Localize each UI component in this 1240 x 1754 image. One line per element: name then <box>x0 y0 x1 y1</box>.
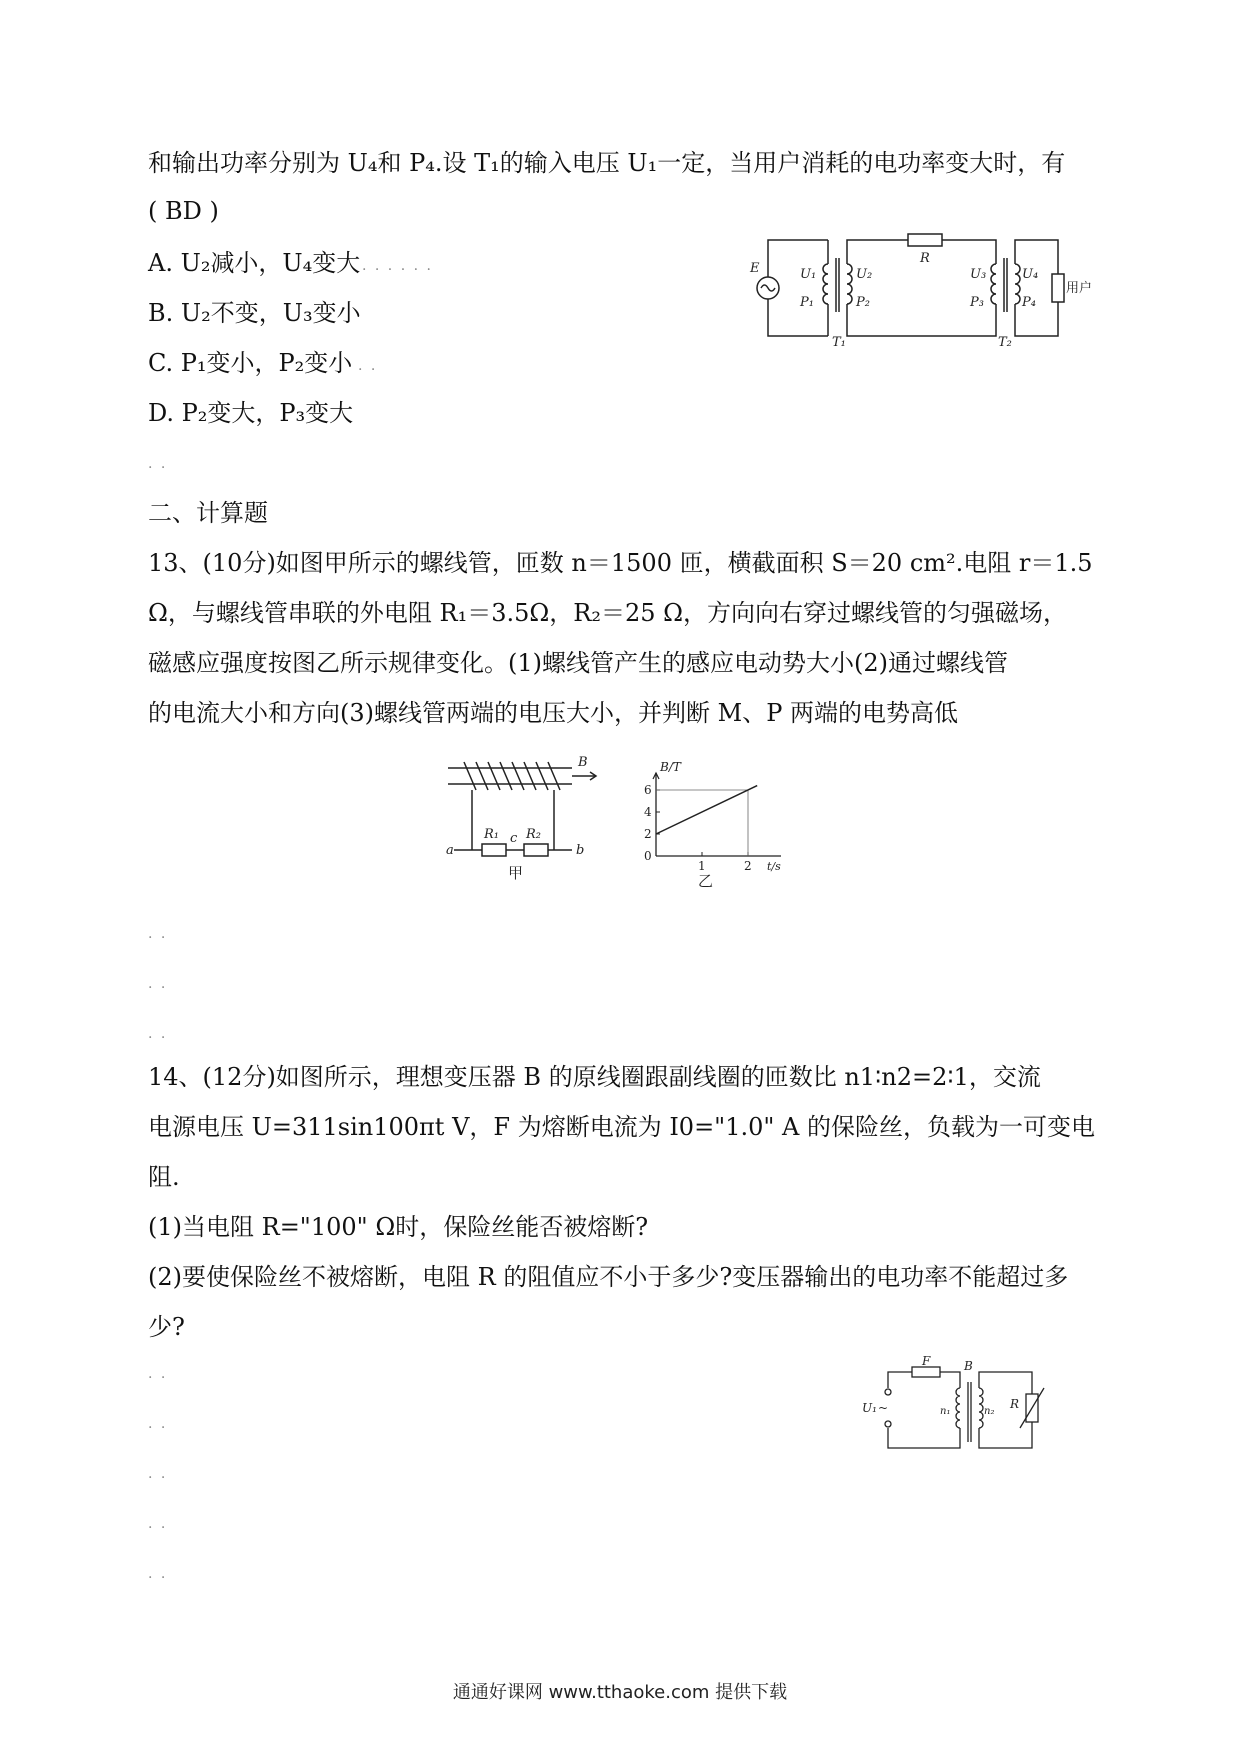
q14-line-4: (1)当电阻 R="100" Ω时，保险丝能否被熔断? <box>148 1213 649 1241</box>
y-axis-label: B/T <box>660 760 681 774</box>
q13-line-4: 的电流大小和方向(3)螺线管两端的电压大小，并判断 M、P 两端的电势高低 <box>148 699 958 727</box>
x-tick-label: 1 <box>698 859 706 873</box>
label-u2: U₂ <box>856 267 873 282</box>
label-u3: U₃ <box>970 267 987 282</box>
label-p4: P₄ <box>1022 295 1036 310</box>
q12-stem-line: 和输出功率分别为 U₄和 P₄.设 T₁的输入电压 U₁一定，当用户消耗的电功率变大时，有 <box>148 149 1066 177</box>
label-b: b <box>576 843 585 858</box>
label-n1: n₁ <box>940 1406 951 1417</box>
footer-source: 通通好课网 www.tthaoke.com 提供下载 <box>452 1682 788 1703</box>
filler-dots-1: . . <box>148 456 168 472</box>
label-b-field: B <box>578 755 588 770</box>
q13-line-1: 13、(10分)如图甲所示的螺线管，匝数 n＝1500 匝，横截面积 S＝20 cm².电阻 r＝1.5 <box>148 549 1093 577</box>
label-t1: T₁ <box>832 335 846 350</box>
label-r1: R₁ <box>484 827 499 842</box>
q13-line-2: Ω，与螺线管串联的外电阻 R₁＝3.5Ω，R₂＝25 Ω，方向向右穿过螺线管的匀强磁场， <box>148 599 1068 627</box>
label-p1: P₁ <box>800 295 814 310</box>
label-c: c <box>510 831 518 846</box>
q14-line-1: 14、(12分)如图所示，理想变压器 B 的原线圈跟副线圈的匝数比 n1∶n2=2∶1，交流 <box>148 1063 1041 1091</box>
filler-dots-9: . . <box>148 1566 168 1582</box>
series-line <box>656 786 757 834</box>
label-b-transformer: B <box>964 1359 973 1373</box>
filler-dots-4: . . <box>148 1026 168 1042</box>
y-tick-label: 4 <box>644 805 652 819</box>
q12-option-b: B. U₂不变，U₃变小 <box>148 299 361 327</box>
label-f: F <box>922 1354 931 1368</box>
label-p3: P₃ <box>970 295 984 310</box>
label-u1-source: U₁ <box>862 1401 877 1415</box>
q12-dots-c: . . <box>358 358 378 374</box>
y-tick-label: 2 <box>644 827 652 841</box>
q14-line-5: (2)要使保险丝不被熔断，电阻 R 的阻值应不小于多少?变压器输出的电功率不能超过多 <box>148 1263 1069 1291</box>
label-r: R <box>920 251 930 266</box>
q14-fuse-transformer-diagram <box>860 1354 1060 1458</box>
label-u1: U₁ <box>800 267 817 282</box>
label-user: 用户 <box>1066 281 1093 296</box>
caption-jia: 甲 <box>508 864 524 882</box>
label-r2: R₂ <box>526 827 541 842</box>
x-axis-label: t/s <box>767 860 781 873</box>
label-ac-tilde: ~ <box>878 1401 889 1415</box>
q14-line-6: 少? <box>148 1313 185 1341</box>
q12-option-d: D. P₂变大，P₃变大 <box>148 399 354 427</box>
q12-dots-a: . . . . . . <box>362 258 433 274</box>
q14-line-3: 阻. <box>148 1163 180 1191</box>
label-n2: n₂ <box>984 1406 995 1417</box>
q12-transformer-diagram <box>748 228 1093 350</box>
y-tick-label: 6 <box>644 783 652 797</box>
section-title: 二、计算题 <box>148 499 268 527</box>
label-e: E <box>750 261 760 276</box>
label-r-variable: R <box>1010 1397 1020 1411</box>
q13-bt-chart <box>626 738 806 888</box>
filler-dots-8: . . <box>148 1516 168 1532</box>
q13-solenoid-diagram <box>446 744 610 882</box>
x-tick-label: 2 <box>744 859 752 873</box>
filler-dots-7: . . <box>148 1466 168 1482</box>
origin-label: 0 <box>644 849 652 863</box>
q14-line-2: 电源电压 U=311sin100πt V，F 为熔断电流为 I0="1.0" A 的保险丝，负载为一可变电 <box>148 1113 1096 1141</box>
label-u4: U₄ <box>1022 267 1039 282</box>
filler-dots-6: . . <box>148 1416 168 1432</box>
caption-yi: 乙 <box>698 872 714 890</box>
q13-line-3: 磁感应强度按图乙所示规律变化。(1)螺线管产生的感应电动势大小(2)通过螺线管 <box>148 649 1008 677</box>
q12-answer: ( BD ) <box>148 197 219 225</box>
q12-option-c: C. P₁变小，P₂变小 <box>148 349 353 377</box>
filler-dots-2: . . <box>148 926 168 942</box>
label-p2: P₂ <box>856 295 870 310</box>
filler-dots-5: . . <box>148 1366 168 1382</box>
label-t2: T₂ <box>998 335 1012 350</box>
q12-option-a: A. U₂减小，U₄变大 <box>148 249 361 277</box>
label-a: a <box>446 843 454 858</box>
filler-dots-3: . . <box>148 976 168 992</box>
